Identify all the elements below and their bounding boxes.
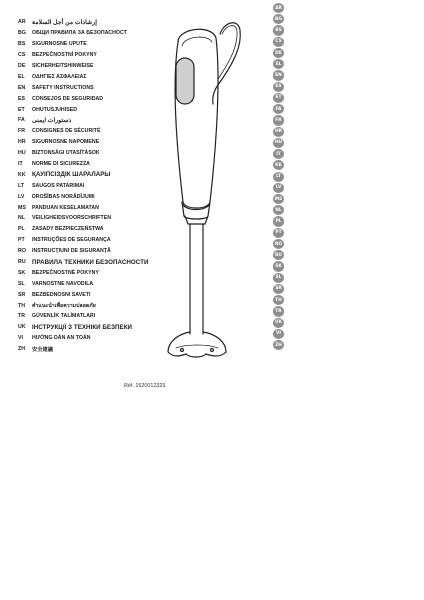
lang-title: PANDUAN KESELAMATAN — [32, 204, 99, 211]
lang-row-vi — [18, 333, 178, 344]
language-tab-bg: BG — [273, 14, 284, 24]
lang-row-uk — [18, 322, 178, 333]
lang-code: EN — [18, 84, 26, 91]
lang-code: CS — [18, 52, 26, 59]
language-tab-tr: TR — [273, 306, 284, 316]
language-tab-zh: ZH — [273, 340, 284, 350]
lang-row-et — [18, 104, 178, 115]
lang-row-el — [18, 71, 178, 82]
lang-row-sl — [18, 278, 178, 289]
language-tab-ms: MS — [273, 194, 284, 204]
lang-code: IT — [18, 161, 23, 168]
lang-title: NORME DI SICUREZZA — [32, 161, 90, 168]
lang-title: إرشادات من أجل السلامة — [32, 18, 97, 26]
lang-code: TH — [18, 302, 26, 309]
lang-title: SAUGOS PATARIMAI — [32, 182, 85, 189]
language-tab-sk: SK — [273, 261, 284, 271]
lang-title: ІНСТРУКЦІЇ З ТЕХНІКИ БЕЗПЕКИ — [32, 323, 133, 331]
language-tab-et: ET — [273, 93, 284, 103]
lang-code: NL — [18, 215, 26, 222]
lang-code: BG — [18, 30, 26, 37]
blade-guard — [168, 332, 226, 357]
lang-title: ZASADY BEZPIECZEŃSTWA — [32, 226, 104, 233]
lang-code: PT — [18, 237, 25, 244]
lang-title: HƯỚNG DẪN AN TOÀN — [32, 335, 91, 342]
lang-row-fa — [18, 115, 178, 126]
lang-title: ҚАУІПСІЗДІК ШАРАЛАРЫ — [32, 171, 111, 179]
language-tab-lt: LT — [273, 172, 284, 182]
lang-title: SIGURNOSNE NAPOMENE — [32, 139, 100, 146]
language-tab-ro: RO — [273, 239, 284, 249]
language-tab-kk: KK — [273, 160, 284, 170]
lang-code: LT — [18, 182, 25, 189]
language-tab-fr: FR — [273, 115, 284, 125]
language-tab-hu: HU — [273, 138, 284, 148]
lang-code: VI — [18, 335, 24, 342]
lang-code: ES — [18, 95, 26, 102]
lang-row-ms — [18, 202, 178, 213]
language-tab-fa: FA — [273, 104, 284, 114]
lang-code: KK — [18, 171, 26, 178]
lang-code: BS — [18, 41, 26, 48]
lang-row-pt — [18, 235, 178, 246]
lang-code: ET — [18, 106, 25, 113]
lang-code: SK — [18, 269, 26, 276]
hand-blender-illustration — [158, 12, 248, 372]
lang-title: BEZPEČNOSTNÉ POKYNY — [32, 269, 99, 276]
language-tab-th: TH — [273, 295, 284, 305]
blender-shaft — [190, 224, 203, 334]
lang-code: LV — [18, 193, 25, 200]
lang-title: ΟΔΗΓΙΕΣ ΑΣΦΑΛΕΙΑΣ — [32, 73, 87, 80]
lang-code: SL — [18, 280, 25, 287]
lang-code: FA — [18, 117, 25, 124]
lang-title: BEZPEČNOSTNÍ POKYNY — [32, 52, 97, 59]
language-tab-cs: CS — [273, 37, 284, 47]
lang-row-fr — [18, 126, 178, 137]
lang-code: HU — [18, 150, 26, 157]
language-tab-ru: RU — [273, 250, 284, 260]
language-tab-en: EN — [273, 70, 284, 80]
lang-row-nl — [18, 213, 178, 224]
language-tab-uk: UK — [273, 318, 284, 328]
lang-row-pl — [18, 224, 178, 235]
lang-code: DE — [18, 63, 26, 69]
lang-row-bs — [18, 39, 178, 50]
lang-title: SAFETY INSTRUCTIONS — [32, 84, 94, 91]
power-cord — [213, 23, 241, 104]
language-tab-es: ES — [273, 82, 284, 92]
lang-title: SICHERHEITSHINWEISE — [32, 63, 94, 69]
lang-code: RU — [18, 259, 26, 266]
lang-title: دستورات ایمنی — [32, 116, 72, 124]
lang-row-zh — [18, 344, 178, 355]
lang-row-ro — [18, 246, 178, 257]
safety-instructions-list — [18, 17, 178, 355]
lang-title: BEZBEDNOSNI SAVETI — [32, 291, 91, 298]
lang-row-sk — [18, 267, 178, 278]
lang-title: ОБЩИ ПРАВИЛА ЗА БЕЗОПАСНОСТ — [32, 30, 127, 37]
lang-title: SIGURNOSNE UPUTE — [32, 41, 87, 48]
lang-title: 安全建議 — [32, 346, 53, 353]
lang-row-th — [18, 300, 178, 311]
lang-row-hr — [18, 137, 178, 148]
language-tab-lv: LV — [273, 183, 284, 193]
lang-title: DROŠĪBAS NORĀDĪJUMI — [32, 193, 95, 200]
language-tab-el: EL — [273, 59, 284, 69]
language-tab-pt: PT — [273, 228, 284, 238]
lang-row-ar — [18, 17, 178, 28]
language-tab-column — [273, 3, 285, 351]
lang-row-de — [18, 61, 178, 72]
lang-row-bg — [18, 28, 178, 39]
speed-button — [176, 58, 194, 104]
lang-code: PL — [18, 226, 25, 233]
lang-code: MS — [18, 204, 26, 211]
lang-title: VARNOSTNE NAVODILA — [32, 280, 94, 287]
language-tab-vi: VI — [273, 329, 284, 339]
lang-title: INSTRUÇÕES DE SEGURANÇA — [32, 237, 111, 244]
lang-code: RO — [18, 248, 26, 255]
lang-title: BIZTONSÁGI UTASÍTÁSOK — [32, 150, 100, 157]
lang-title: CONSEJOS DE SEGURIDAD — [32, 95, 104, 102]
lang-row-en — [18, 82, 178, 93]
lang-title: คำแนะนำเพื่อความปลอดภัย — [32, 302, 96, 309]
lang-code: ZH — [18, 346, 26, 353]
language-tab-sr: SR — [273, 284, 284, 294]
lang-row-it — [18, 159, 178, 170]
language-tab-bs: BS — [273, 25, 284, 35]
lang-row-hu — [18, 148, 178, 159]
lang-row-lt — [18, 180, 178, 191]
lang-row-tr — [18, 311, 178, 322]
lang-title: OHUTUSJUHISED — [32, 106, 78, 113]
lang-title: INSTRUCȚIUNI DE SIGURANȚĂ — [32, 248, 111, 255]
lang-title: CONSIGNES DE SÉCURITÉ — [32, 128, 101, 135]
lang-row-cs — [18, 50, 178, 61]
lang-code: UK — [18, 324, 26, 331]
lang-row-es — [18, 93, 178, 104]
lang-row-ru — [18, 257, 178, 268]
language-tab-nl: NL — [273, 205, 284, 215]
language-tab-sl: SL — [273, 273, 284, 283]
reference-number: Réf. 1520012323 — [124, 383, 166, 389]
language-tab-hr: HR — [273, 127, 284, 137]
lang-title: VEILIGHEIDSVOORSCHRIFTEN — [32, 215, 112, 222]
lang-title: ПРАВИЛА ТЕХНИКИ БЕЗОПАСНОСТИ — [32, 258, 149, 266]
lang-code: SR — [18, 291, 26, 298]
lang-row-kk — [18, 169, 178, 180]
language-tab-it: IT — [273, 149, 284, 159]
lang-code: AR — [18, 19, 26, 26]
lang-title: GÜVENLİK TALİMATLARI — [32, 313, 96, 320]
language-tab-ar: AR — [273, 3, 284, 13]
lang-code: FR — [18, 128, 26, 135]
language-tab-de: DE — [273, 48, 284, 58]
lang-code: TR — [18, 313, 26, 320]
motor-body — [175, 29, 218, 208]
lang-code: EL — [18, 73, 25, 80]
lang-row-sr — [18, 289, 178, 300]
lang-row-lv — [18, 191, 178, 202]
lang-code: HR — [18, 139, 26, 146]
language-tab-pl: PL — [273, 216, 284, 226]
